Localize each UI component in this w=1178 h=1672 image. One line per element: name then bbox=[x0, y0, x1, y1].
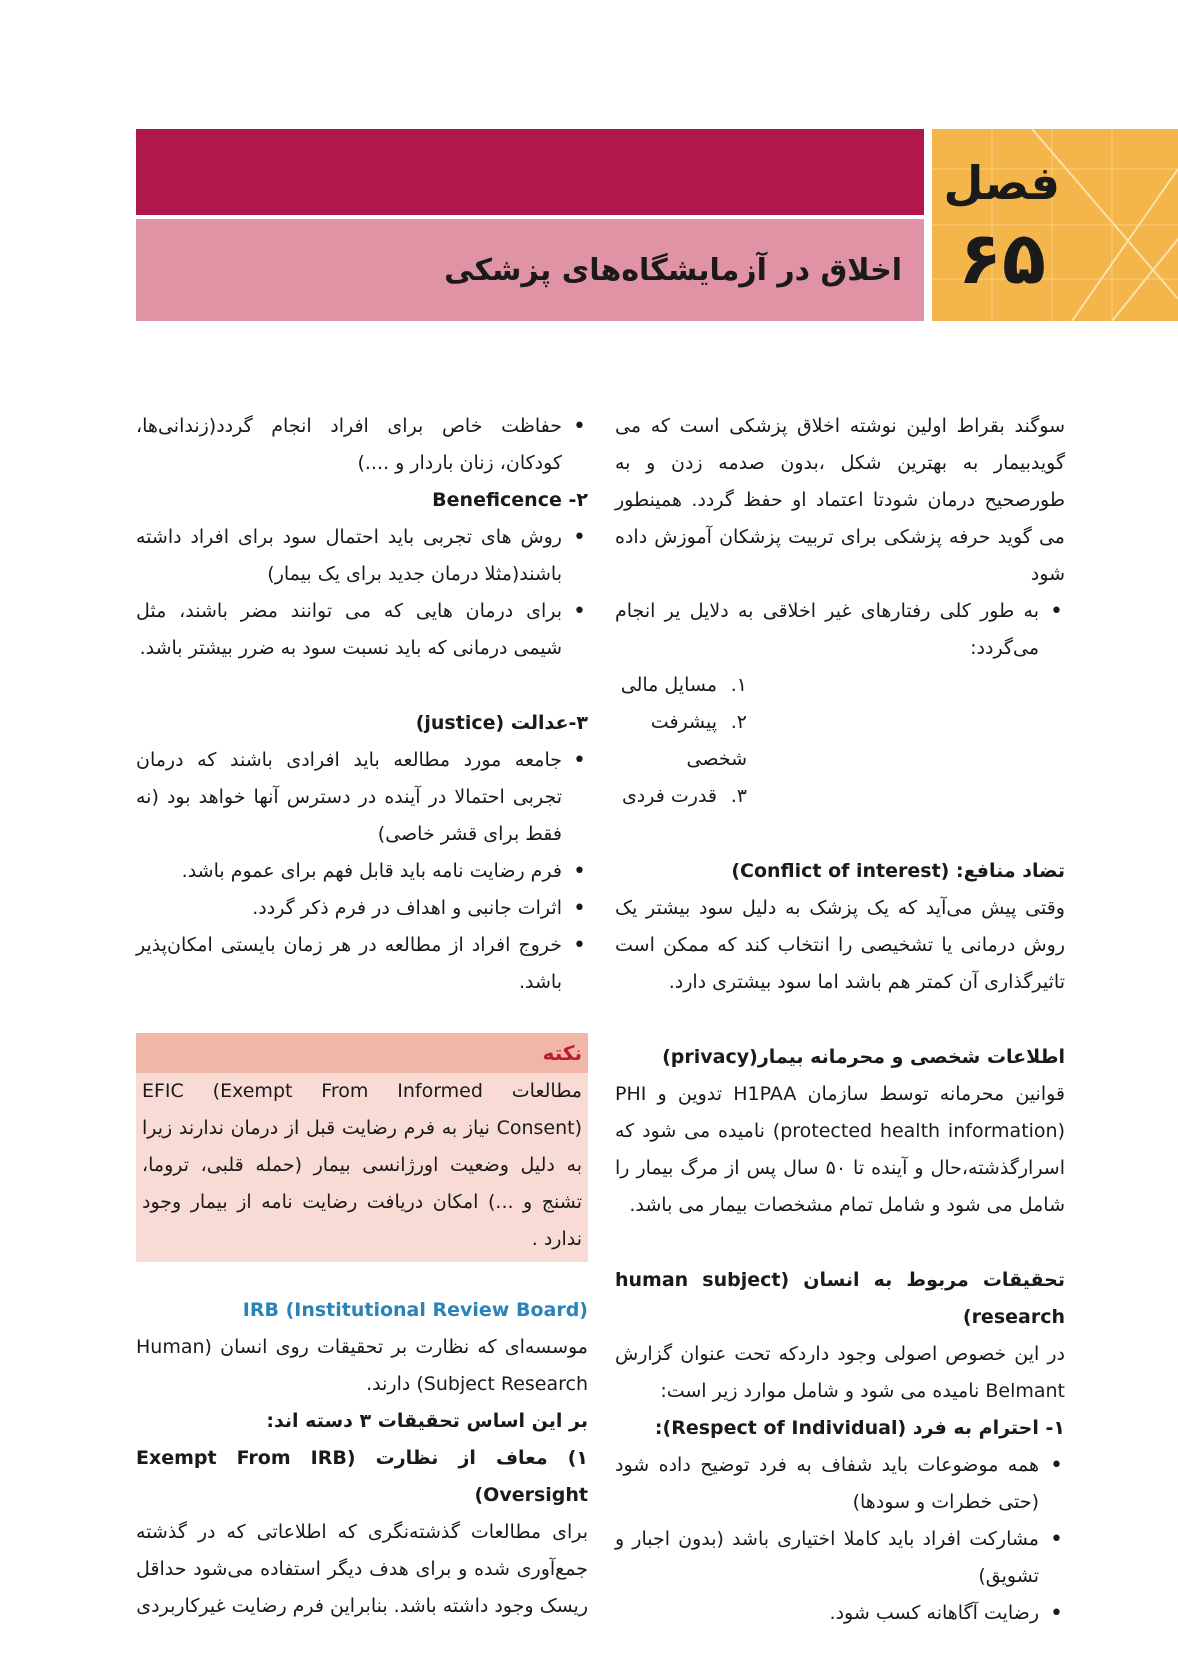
list-item: • روش های تجربی باید احتمال سود برای افراد داشته باشند(مثلا درمان جدید برای یک بیمار) bbox=[136, 519, 588, 593]
left-column bbox=[136, 408, 588, 1625]
list-item bbox=[615, 667, 1065, 704]
spacer bbox=[136, 667, 588, 705]
beneficence-heading: ۲- Beneficence bbox=[432, 489, 588, 511]
list-item: • فرم رضایت نامه باید قابل فهم برای عموم باشد. bbox=[136, 853, 588, 890]
list-item bbox=[615, 778, 1065, 815]
header-band-light bbox=[136, 219, 924, 321]
irb-heading: IRB (Institutional Review Board) bbox=[242, 1299, 588, 1321]
list-item: • مشارکت افراد باید کاملا اختیاری باشد (بدون اجبار و تشویق) bbox=[615, 1521, 1065, 1595]
intro-paragraph: سوگند بقراط اولین نوشته اخلاق پزشکی است که می گویدبیمار به بهترین شکل ،بدون صدمه زدن و به طورصحیح درمان شودتا اعتماد او حفظ گردد. همینطور می گوید حرفه پزشکی برای تربیت پزشکان آموزش داده شود bbox=[615, 415, 1065, 585]
right-column bbox=[615, 408, 1065, 1632]
list-number: ۱. bbox=[730, 674, 747, 696]
chapter-number: ۶۵ bbox=[958, 216, 1046, 300]
irb-paragraph: موسسه‌ای که نظارت بر تحقیقات روی انسان (Human Subject Research) دارند. bbox=[136, 1336, 588, 1395]
human-research-paragraph: در این خصوص اصولی وجود داردکه تحت عنوان گزارش Belmant نامیده می شود و شامل موارد زیر است: bbox=[615, 1343, 1065, 1402]
protection-list bbox=[136, 408, 588, 482]
conflict-heading: تضاد منافع: (Conflict of interest) bbox=[731, 860, 1065, 882]
conflict-paragraph: وقتی پیش می‌آید که یک پزشک به دلیل سود بیشتر یک روش درمانی یا تشخیصی را انتخاب کند که ممکن است تاثیرگذاری آن کمتر هم باشد اما سود بیشتری دارد. bbox=[615, 897, 1065, 993]
respect-list bbox=[615, 1447, 1065, 1632]
list-item: • برای درمان هایی که می توانند مضر باشند، مثل شیمی درمانی که باید نسبت سود به ضرر بیشتر باشد. bbox=[136, 593, 588, 667]
respect-heading: ۱- احترام به فرد (Respect of Individual): bbox=[654, 1417, 1065, 1439]
privacy-heading: اطلاعات شخصی و محرمانه بیمار(privacy) bbox=[662, 1046, 1065, 1068]
list-text: قدرت فردی bbox=[621, 785, 717, 807]
header-band-dark bbox=[136, 129, 924, 215]
privacy-paragraph: قوانین محرمانه توسط سازمان H1PAA تدوین و PHI (protected health information) نامیده می شود که اسرارگذشته،حال و آینده تا ۵۰ سال پس از مرگ بیمار را شامل می شود و شامل تمام مشخصات بیمار می باشد. bbox=[615, 1083, 1066, 1216]
spacer bbox=[615, 815, 1065, 853]
unethical-list bbox=[615, 593, 1065, 667]
chapter-title: اخلاق در آزمایشگاه‌های پزشکی bbox=[444, 252, 902, 288]
list-text: مسایل مالی bbox=[620, 674, 717, 696]
beneficence-list bbox=[136, 519, 588, 667]
spacer bbox=[615, 1224, 1065, 1262]
list-text: پیشرفت شخصی bbox=[650, 711, 747, 770]
list-item: • خروج افراد از مطالعه در هر زمان بایستی امکان‌پذیر باشد. bbox=[136, 927, 588, 1001]
list-item: • اثرات جانبی و اهداف در فرم ذکر گردد. bbox=[136, 890, 588, 927]
spacer bbox=[136, 1001, 588, 1031]
list-item: • جامعه مورد مطالعه باید افرادی باشند که درمان تجربی احتمالا در آینده در دسترس آنها خواهد بود (نه فقط برای قشر خاصی) bbox=[136, 742, 588, 853]
list-item: • رضایت آگاهانه کسب شود. bbox=[615, 1595, 1065, 1632]
note-body: مطالعات EFIC (Exempt From Informed Consent) نیاز به فرم رضایت قبل از درمان ندارند زیرا به دلیل وضعیت اورژانسی بیمار (حمله قلبی، تروما، تشنج و ...) امکان دریافت رضایت نامه از بیمار وجود ندارد . bbox=[142, 1080, 582, 1250]
list-number: ۲. bbox=[730, 711, 747, 733]
spacer bbox=[615, 1001, 1065, 1039]
list-item: • همه موضوعات باید شفاف به فرد توضیح داده شود (حتی خطرات و سودها) bbox=[615, 1447, 1065, 1521]
reasons-list bbox=[615, 667, 1065, 815]
note-box bbox=[136, 1033, 588, 1262]
list-item: • حفاظت خاص برای افراد انجام گردد(زندانی‌ها، کودکان، زنان باردار و ....) bbox=[136, 408, 588, 482]
list-number: ۳. bbox=[730, 785, 747, 807]
spacer bbox=[136, 1262, 588, 1292]
list-item bbox=[615, 704, 1065, 778]
justice-heading: ۳-عدالت (justice) bbox=[415, 712, 588, 734]
exempt-paragraph: برای مطالعات گذشته‌نگری که اطلاعاتی که در گذشته جمع‌آوری شده و برای هدف دیگر استفاده می‌شود حداقل ریسک وجود داشته باشد. بنابراین فرم رضایت غیرکاربردی bbox=[136, 1521, 588, 1617]
categories-heading: بر این اساس تحقیقات ۳ دسته اند: bbox=[266, 1410, 588, 1432]
human-research-heading: تحقیقات مربوط به انسان (human subject research) bbox=[615, 1269, 1065, 1328]
note-title: نکته bbox=[136, 1033, 588, 1073]
justice-list bbox=[136, 742, 588, 1001]
list-item: • به طور کلی رفتارهای غیر اخلاقی به دلایل یر انجام می‌گردد: bbox=[615, 593, 1065, 667]
exempt-heading: ۱) معاف از نظارت (Exempt From IRB Oversight) bbox=[136, 1447, 589, 1506]
chapter-word: فصل bbox=[943, 156, 1060, 210]
